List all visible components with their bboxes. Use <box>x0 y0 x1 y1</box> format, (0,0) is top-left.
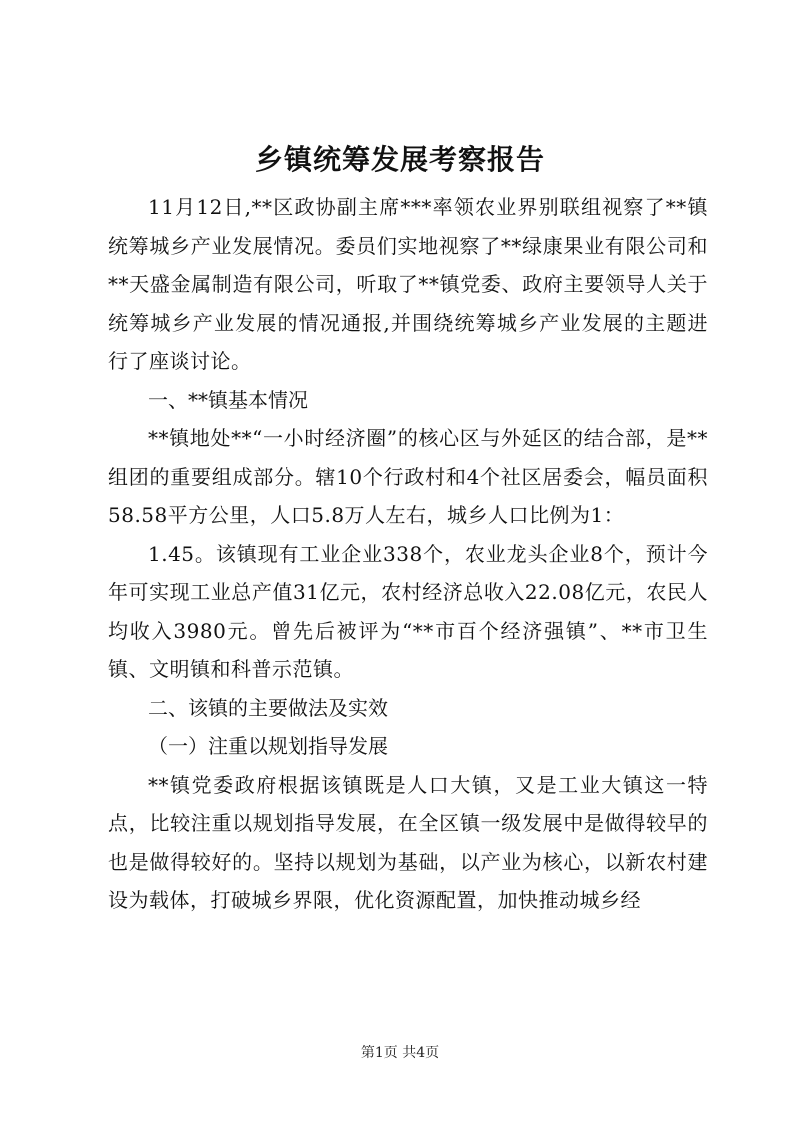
subsection-heading-planning: （一）注重以规划指导发展 <box>148 734 388 758</box>
section-heading-practices: 二、该镇的主要做法及实效 <box>148 695 388 720</box>
page-title: 乡镇统筹发展考察报告 <box>254 143 545 176</box>
paragraph-location: **镇地处**“一小时经济圈”的核心区与外延区的结合部，是**组团的重要组成部分。辖10个行政村和4个社区居委会，幅员面积58.58平方公里，人口5.8万人左右，城乡人口比例为1： <box>108 426 708 527</box>
page-footer: 第1页 共4页 <box>360 1045 440 1061</box>
document-body <box>108 188 708 920</box>
paragraph-intro: 11月12日,**区政协副主席***率领农业界别联组视察了**镇统筹城乡产业发展情况。委员们实地视察了**绿康果业有限公司和**天盛金属制造有限公司，听取了**镇党委、政府主要领导人关于统筹城乡产业发展的情况通报,并围绕统筹城乡产业发展的主题进行了座谈讨论。 <box>108 195 708 373</box>
section-heading-basic-info: 一、**镇基本情况 <box>148 387 308 412</box>
paragraph-planning: **镇党委政府根据该镇既是人口大镇，又是工业大镇这一特点，比较注重以规划指导发展，在全区镇一级发展中是做得较早的也是做得较好的。坚持以规划为基础，以产业为核心，以新农村建设为载体，打破城乡界限，优化资源配置，加快推动城乡经 <box>108 772 708 912</box>
paragraph-economy: 1.45。该镇现有工业企业338个，农业龙头企业8个，预计今年可实现工业总产值31亿元，农村经济总收入22.08亿元，农民人均收入3980元。曾先后被评为“**市百个经济强镇”、**市卫生镇、文明镇和科普示范镇。 <box>108 541 708 681</box>
